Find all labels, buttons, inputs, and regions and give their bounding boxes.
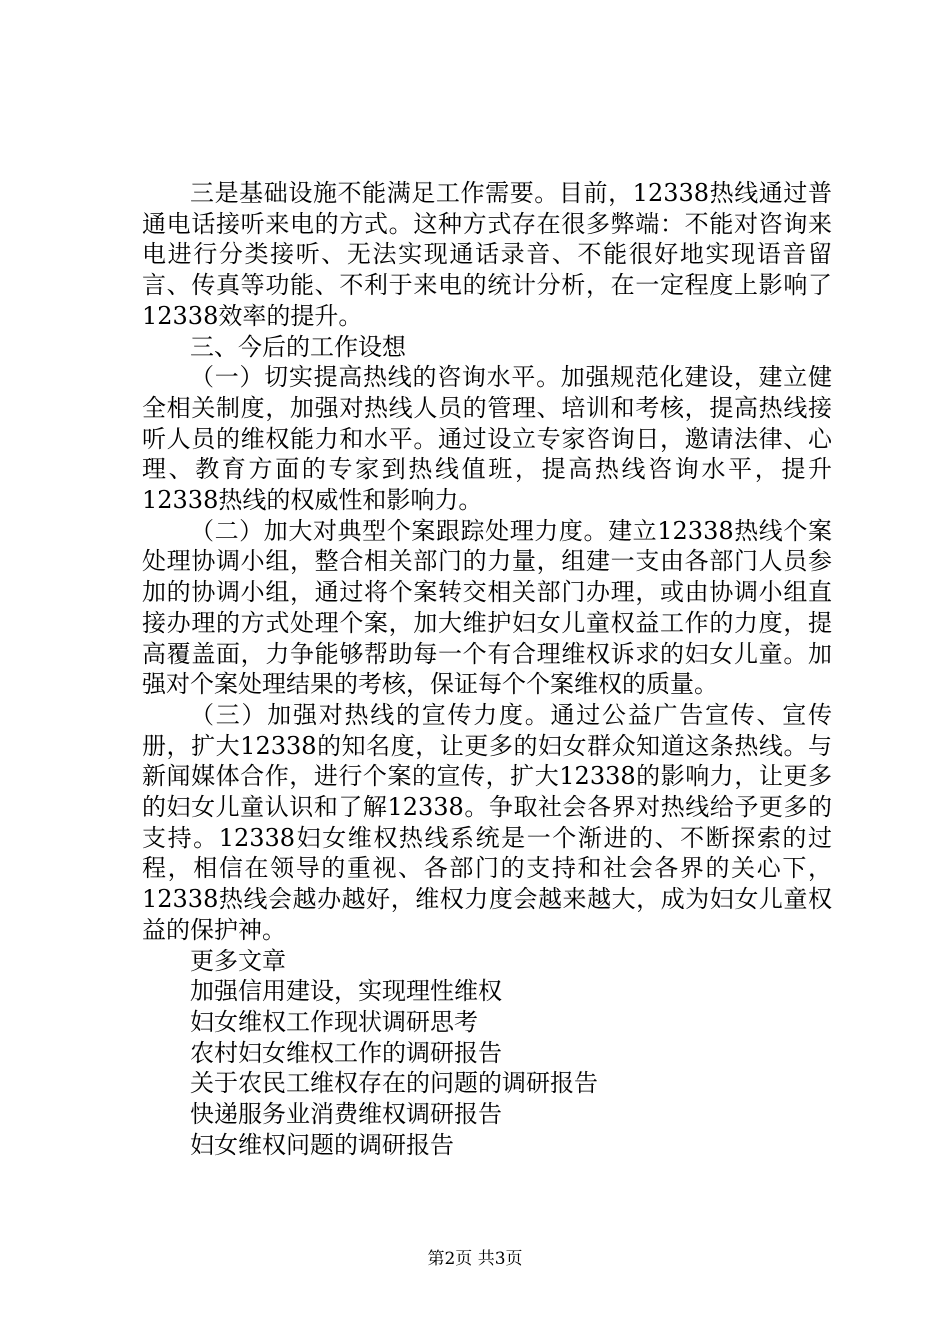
- document-body: [142, 178, 832, 1161]
- more-article-link[interactable]: 关于农民工维权存在的问题的调研报告: [190, 1069, 598, 1098]
- more-article-link[interactable]: 农村妇女维权工作的调研报告: [190, 1038, 502, 1067]
- more-article-link[interactable]: 快递服务业消费维权调研报告: [190, 1100, 502, 1129]
- paragraph-plan-three: （三）加强对热线的宣传力度。通过公益广告宣传、宣传册，扩大12338的知名度，让更多的妇女群众知道这条热线。与新闻媒体合作，进行个案的宣传，扩大12338的影响力，让更多的妇女儿童认识和了解12338。争取社会各界对热线给予更多的支持。12338妇女维权热线系统是一个渐进的、不断探索的过程，相信在领导的重视、各部门的支持和社会各界的关心下，12338热线会越办越好，维权力度会越来越大，成为妇女儿童权益的保护神。: [142, 700, 832, 944]
- more-article-link[interactable]: 妇女维权问题的调研报告: [190, 1130, 454, 1159]
- page-footer: 第2页 共3页: [427, 1249, 523, 1269]
- more-articles-list: [142, 976, 832, 1160]
- paragraph-plan-one: （一）切实提高热线的咨询水平。加强规范化建设，建立健全相关制度，加强对热线人员的管理、培训和考核，提高热线接听人员的维权能力和水平。通过设立专家咨询日，邀请法律、心理、教育方面的专家到热线值班，提高热线咨询水平，提升12338热线的权威性和影响力。: [142, 363, 832, 515]
- more-articles-title: 更多文章: [190, 946, 286, 975]
- more-article-link[interactable]: 加强信用建设，实现理性维权: [190, 977, 502, 1006]
- more-article-link[interactable]: 妇女维权工作现状调研思考: [190, 1007, 478, 1036]
- paragraph-plan-two: （二）加大对典型个案跟踪处理力度。建立12338热线个案处理协调小组，整合相关部门的力量，组建一支由各部门人员参加的协调小组，通过将个案转交相关部门办理，或由协调小组直接办理的方式处理个案，加大维护妇女儿童权益工作的力度，提高覆盖面，力争能够帮助每一个有合理维权诉求的妇女儿童。加强对个案处理结果的考核，保证每个个案维权的质量。: [142, 516, 832, 699]
- paragraph-infrastructure: 三是基础设施不能满足工作需要。目前，12338热线通过普通电话接听来电的方式。这种方式存在很多弊端：不能对咨询来电进行分类接听、无法实现通话录音、不能很好地实现语音留言、传真等功能、不利于来电的统计分析，在一定程度上影响了12338效率的提升。: [142, 179, 832, 330]
- section-heading-future-plans: 三、今后的工作设想: [190, 332, 406, 361]
